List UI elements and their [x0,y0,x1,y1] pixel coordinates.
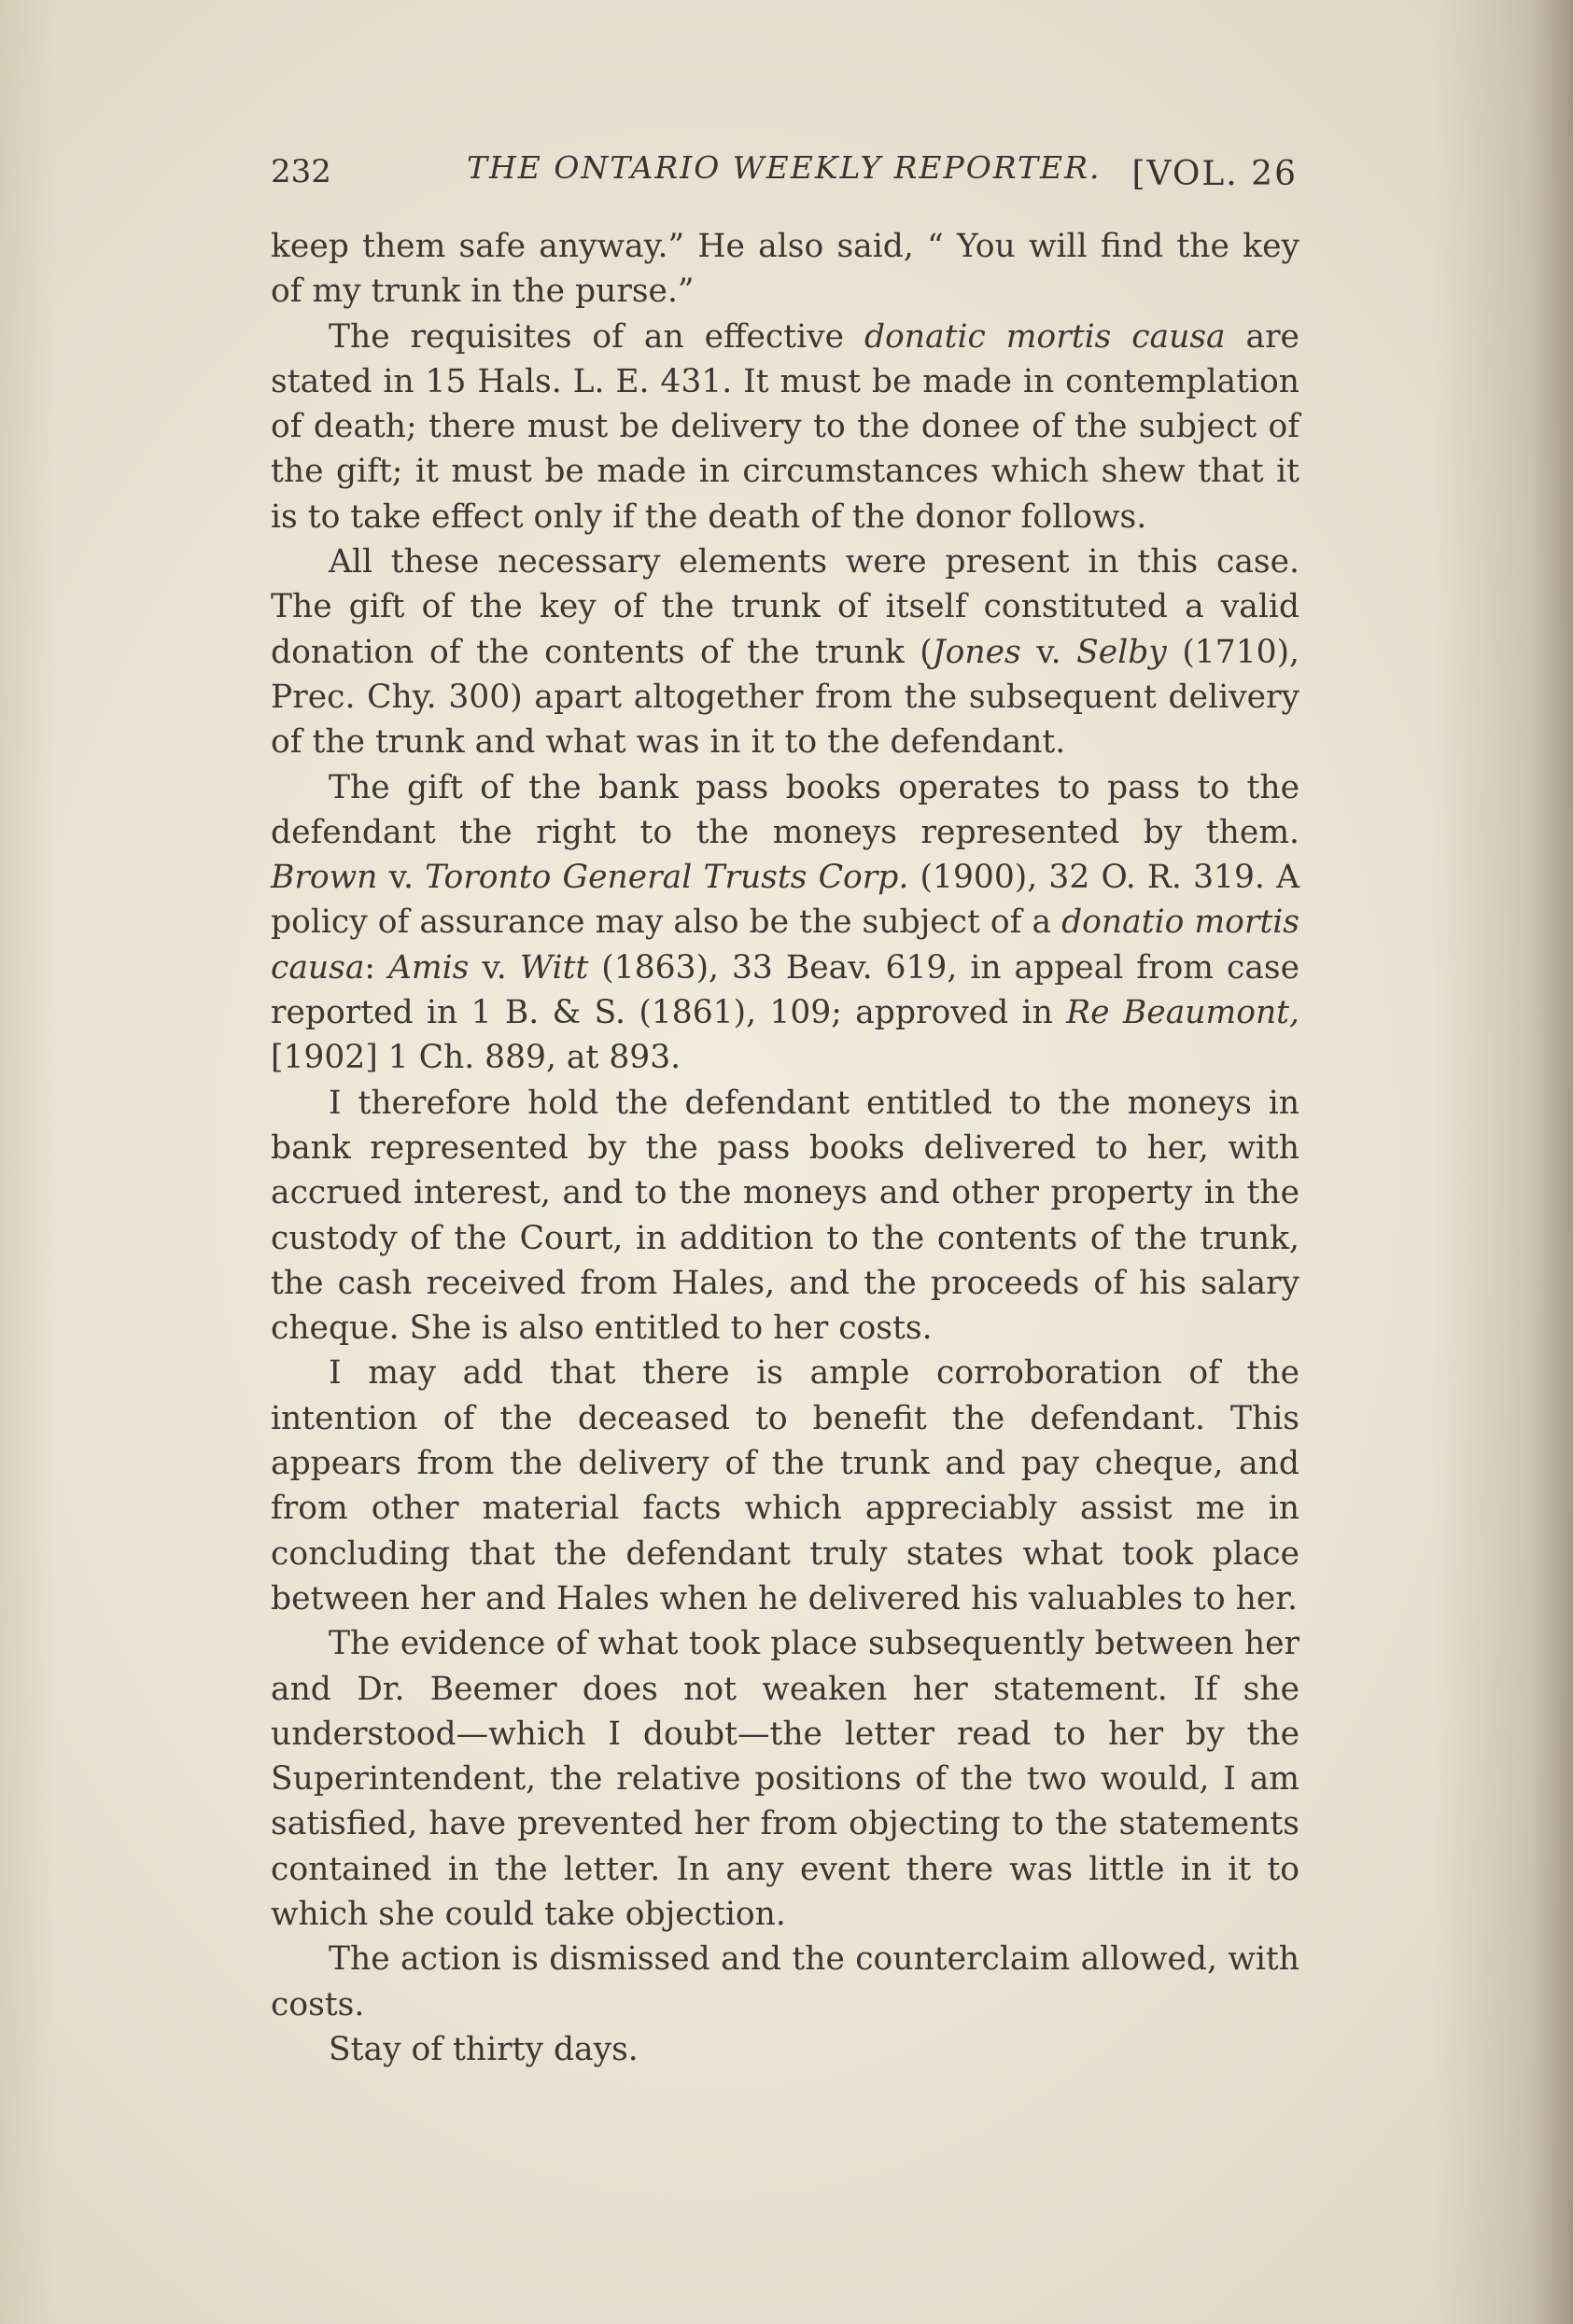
text-run: (1710), Prec. Chy. 300) apart altogether from the subsequent delivery of the trunk and what was in it to the defendant. [271,633,1300,762]
text-run: The action is dismissed and the counterclaim allowed, with costs. [271,1940,1299,2023]
italic-run: Brown [271,859,378,897]
italic-run: Witt [519,948,589,987]
italic-run: Amis [388,948,470,987]
text-run: The requisites of an effective [329,317,864,356]
italic-run: donatio mortis causa [271,903,1300,987]
text-run: [1902] 1 Ch. 889, at 893. [271,1039,681,1077]
body-text [271,224,1299,2072]
paragraph [271,1351,1299,1621]
italic-run: Selby [1076,633,1167,671]
text-run: All these necessary elements were present in this case. The gift of the key of the trunk of itself constituted a valid donation of the contents of the trunk ( [271,543,1299,671]
text-run: I may add that there is ample corroboration of the intention of the deceased to benefit the defendant. This appears from the delivery of the trunk and pay cheque, and from other material facts which appreciably assist me in concluding that the defendant truly states what took place between her and Hales when he delivered his valuables to her. [271,1354,1299,1617]
paragraph [271,765,1299,1081]
italic-run: Jones [932,633,1021,671]
text-run: v. [469,948,520,987]
running-header [271,147,1298,203]
text-run: Stay of thirty days. [329,2030,639,2068]
paragraph [271,1937,1299,2027]
page-number: 232 [271,153,331,190]
italic-run: Re Beaumont, [1066,994,1300,1032]
paragraph [271,1081,1299,1351]
paragraph [271,224,1299,315]
running-title: THE ONTARIO WEEKLY REPORTER. [467,149,1102,186]
text-run: v. [377,859,426,897]
paragraph [271,1621,1299,1937]
text-run: (1900), 32 O. R. 319. A policy of assurance may also be the subject of a [271,859,1299,942]
text-run: The gift of the bank pass books operates to pass to the defendant the right to the moneys represented by them. [271,768,1299,851]
text-run: are stated in 15 Hals. L. E. 431. It must be made in contemplation of death; there must be delivery to the donee of the subject of the gift; it must be made in circumstances which shew that it is to take effect only if the death of the donor follows. [271,317,1299,536]
text-run: keep them safe anyway.” He also said, “ You will find the key of my trunk in the purse.” [271,228,1299,311]
paragraph [271,2027,1299,2072]
paragraph [271,315,1299,539]
paragraph [271,539,1299,764]
text-run: I therefore hold the defendant entitled to the moneys in bank represented by the pass books delivered to her, with accrued interest, and to the moneys and other property in the custody of the Court, in addition to the contents of the trunk, the cash received from Hales, and the proceeds of his salary cheque. She is also entitled to her costs. [271,1084,1299,1348]
text-run: v. [1020,633,1077,671]
text-run: The evidence of what took place subsequently between her and Dr. Beemer does not weaken her statement. If she understood—which I doubt—the letter read to her by the Superintendent, the relative positions of the two would, I am satisfied, have prevented her from objecting to the statements contained in the letter. In any event there was little in it to which she could take objection. [271,1625,1299,1933]
italic-run: donatic mortis causa [864,317,1226,356]
text-run: : [364,948,388,987]
italic-run: Toronto General Trusts Corp. [425,859,909,897]
text-run: (1863), 33 Beav. 619, in appeal from case reported in 1 B. & S. (1861), 109; approved in [271,948,1300,1032]
volume-label: [VOL. 26 [1131,155,1298,193]
